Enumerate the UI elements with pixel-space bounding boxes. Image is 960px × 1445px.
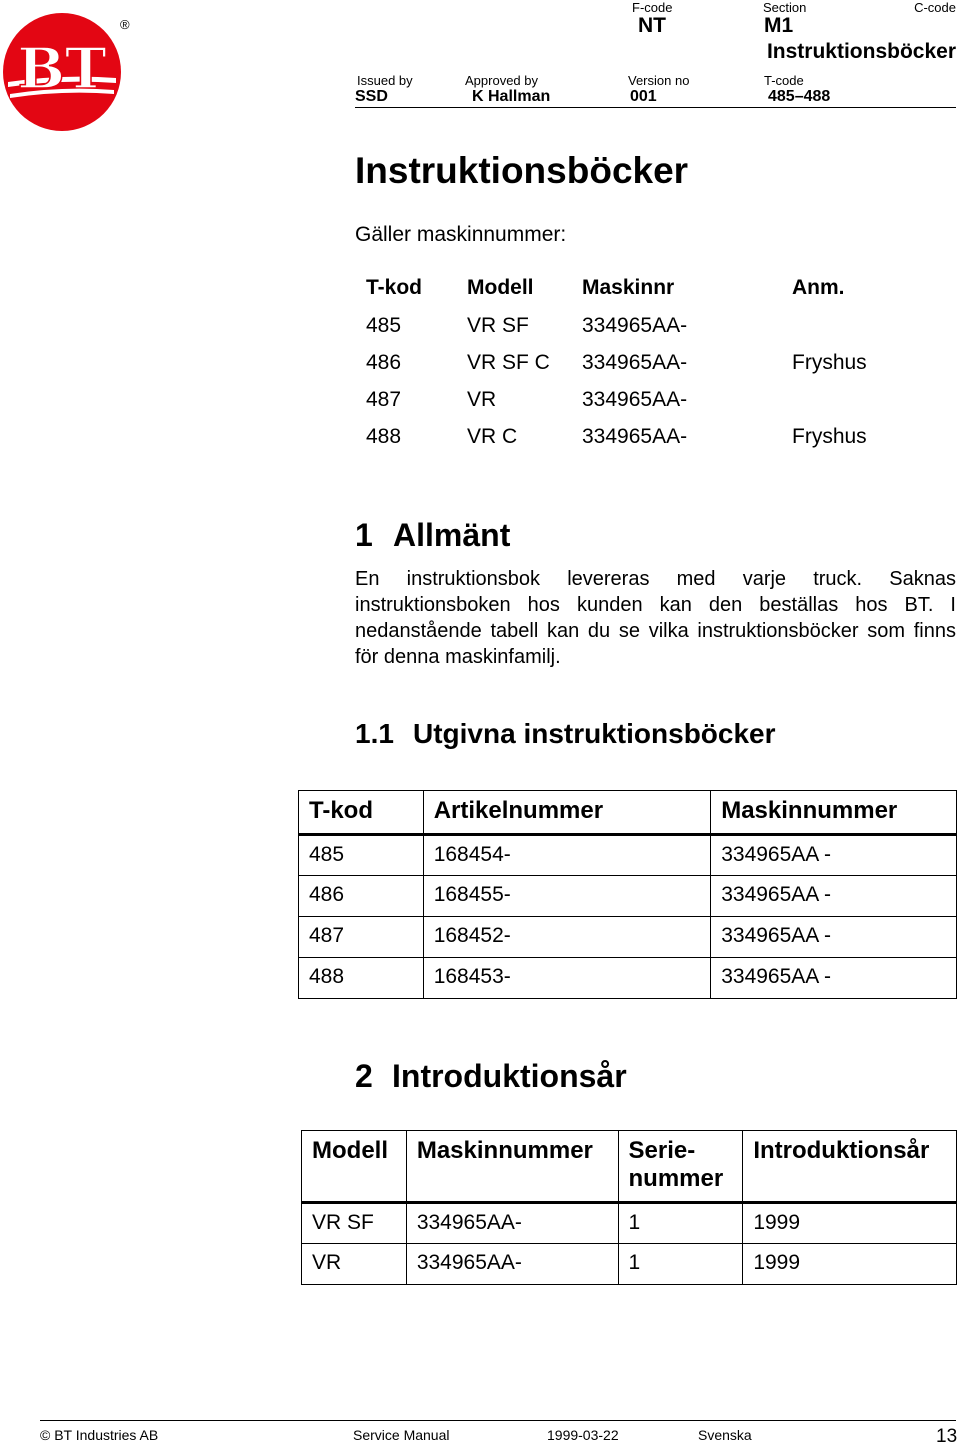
column-header: Artikelnummer — [423, 791, 711, 835]
footer-manual: Service Manual — [353, 1427, 450, 1443]
footer-date: 1999-03-22 — [547, 1427, 619, 1443]
table-cell: 334965AA - — [711, 876, 957, 917]
table-cell: 334965AA- — [406, 1203, 618, 1244]
section-1-1-number: 1.1 — [355, 718, 394, 749]
applies-to-label: Gäller maskinnummer: — [355, 223, 567, 246]
section-1-1-heading: Utgivna instruktionsböcker — [413, 718, 776, 749]
table-cell: 485 — [299, 835, 424, 876]
fcode-value: NT — [638, 14, 666, 37]
machine-list-cell: 488 — [366, 425, 402, 448]
table-cell: 334965AA - — [711, 917, 957, 958]
section-label: Section — [763, 0, 807, 15]
machine-list-cell: 485 — [366, 314, 402, 337]
table-cell: 1 — [618, 1244, 743, 1285]
approved-by-label: Approved by — [465, 73, 538, 88]
issued-by-value: SSD — [355, 88, 388, 105]
machine-list-header: Anm. — [792, 276, 845, 299]
table-cell: 486 — [299, 876, 424, 917]
table-cell: VR SF — [302, 1203, 407, 1244]
table-row — [302, 1244, 957, 1285]
logo-lettering: BT — [17, 36, 107, 102]
table-cell: 1999 — [743, 1203, 957, 1244]
tcode-label: T-code — [764, 73, 804, 88]
table-header-row — [302, 1131, 957, 1203]
footer-copyright: © BT Industries AB — [40, 1427, 159, 1443]
version-value: 001 — [630, 88, 657, 105]
table-cell: 1999 — [743, 1244, 957, 1285]
table-cell: 1 — [618, 1203, 743, 1244]
fcode-label: F-code — [632, 0, 673, 15]
table-cell: 168453- — [423, 958, 711, 999]
table-row — [299, 958, 957, 999]
table-cell: 334965AA - — [711, 958, 957, 999]
table-cell: 168455- — [423, 876, 711, 917]
machine-list-header: Modell — [467, 276, 534, 299]
tcode-value: 485–488 — [768, 88, 831, 105]
machine-list-header: T-kod — [366, 276, 422, 299]
machine-list-cell: 334965AA- — [582, 388, 688, 411]
ccode-label: C-code — [914, 0, 956, 15]
introduction-year-table — [301, 1130, 957, 1285]
column-header: T-kod — [299, 791, 424, 835]
table-cell: 168454- — [423, 835, 711, 876]
table-row — [302, 1203, 957, 1244]
column-header: Introduktionsår — [743, 1131, 957, 1203]
machine-list-cell: 334965AA- — [582, 425, 688, 448]
machine-list-cell: 486 — [366, 351, 402, 374]
table-cell: 168452- — [423, 917, 711, 958]
table-cell: 334965AA - — [711, 835, 957, 876]
table-header-row — [299, 791, 957, 835]
machine-list-cell: VR C — [467, 425, 518, 448]
machine-list-cell: 334965AA- — [582, 351, 688, 374]
column-header: Serie- nummer — [618, 1131, 743, 1203]
column-header: Maskinnummer — [711, 791, 957, 835]
issued-by-label: Issued by — [357, 73, 413, 88]
registered-mark: ® — [120, 17, 130, 32]
bt-logo — [2, 12, 122, 132]
instruction-books-table — [298, 790, 957, 999]
page-number: 13 — [936, 1426, 958, 1445]
table-cell: VR — [302, 1244, 407, 1285]
approved-by-value: K Hallman — [472, 88, 551, 105]
section-2-heading: Introduktionsår — [392, 1058, 627, 1094]
section-title: Instruktionsböcker — [766, 40, 956, 63]
document-title: Instruktionsböcker — [355, 150, 689, 191]
section-1-heading: Allmänt — [393, 517, 511, 553]
machine-list-cell: VR SF C — [467, 351, 550, 374]
column-header: Modell — [302, 1131, 407, 1203]
machine-list-cell: Fryshus — [792, 425, 867, 448]
table-cell: 487 — [299, 917, 424, 958]
table-cell: 488 — [299, 958, 424, 999]
footer-divider — [40, 1420, 956, 1421]
machine-list-cell: VR SF — [467, 314, 529, 337]
machine-list-cell: Fryshus — [792, 351, 867, 374]
section-1-paragraph: En instruktionsbok levereras med varje truck. Saknas instruktionsboken hos kunden kan den beställas hos BT. I nedanstående tabell kan du se vilka instruktionsböcker som finns för denna maskinfamilj. — [355, 568, 956, 668]
table-row — [299, 917, 957, 958]
version-label: Version no — [628, 73, 690, 88]
table-row — [299, 876, 957, 917]
machine-list-cell: 487 — [366, 388, 402, 411]
table-row — [299, 835, 957, 876]
column-header: Maskinnummer — [406, 1131, 618, 1203]
section-2-number: 2 — [355, 1058, 373, 1094]
machine-list-cell: VR — [467, 388, 497, 411]
table-cell: 334965AA- — [406, 1244, 618, 1285]
machine-list-header: Maskinnr — [582, 276, 675, 299]
section-1-number: 1 — [355, 517, 373, 553]
footer-language: Svenska — [698, 1427, 752, 1443]
machine-list-cell: 334965AA- — [582, 314, 688, 337]
header-divider — [355, 107, 956, 108]
section-value: M1 — [764, 14, 794, 37]
